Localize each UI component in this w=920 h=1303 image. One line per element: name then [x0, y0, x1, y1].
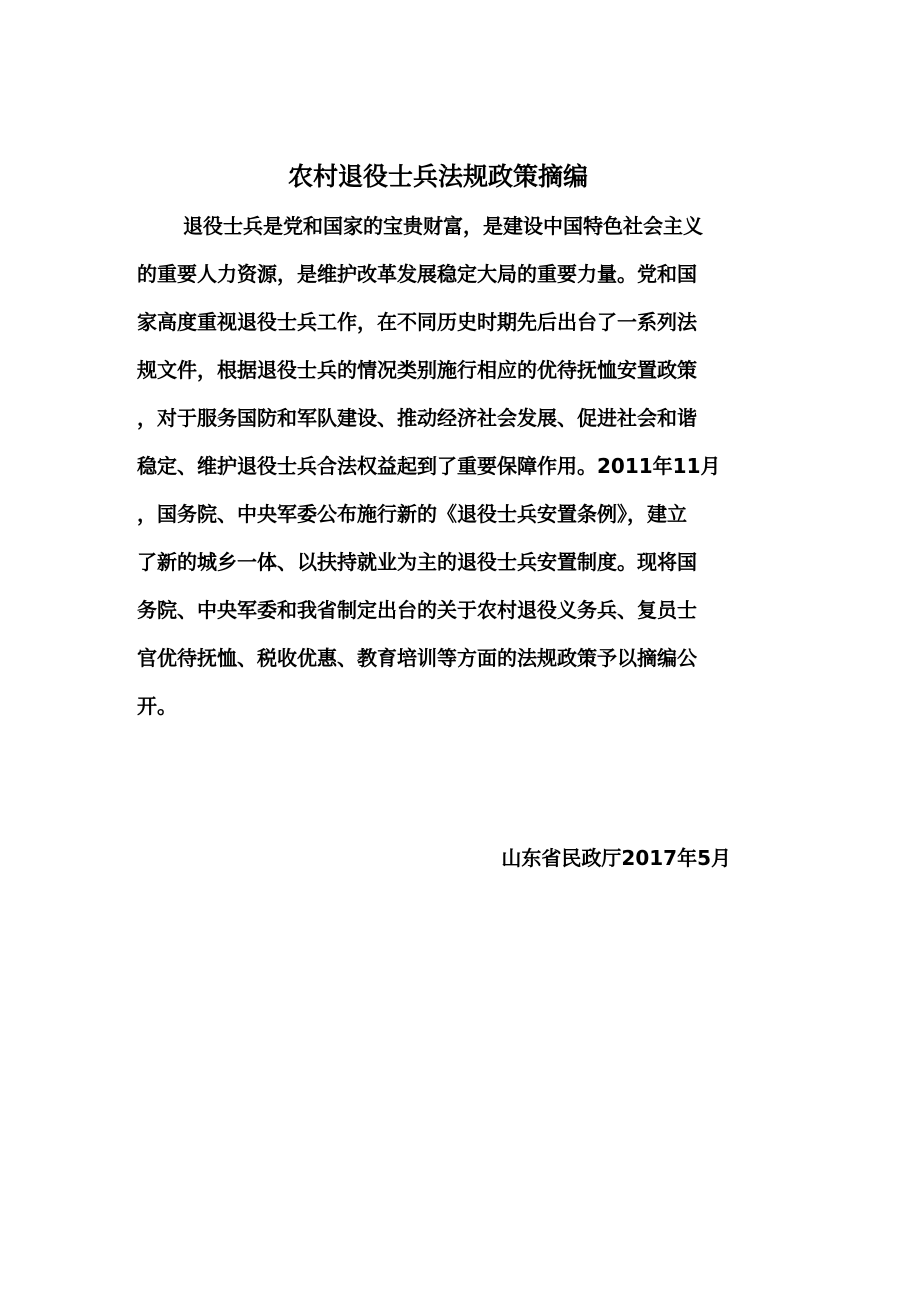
paragraph-line: 退役士兵是党和国家的宝贵财富，是建设中国特色社会主义 — [183, 214, 703, 238]
paragraph-line: 家高度重视退役士兵工作，在不同历史时期先后出台了一系列法 — [137, 310, 697, 334]
paragraph-line: 官优待抚恤、税收优惠、教育培训等方面的法规政策予以摘编公 — [137, 646, 697, 670]
paragraph-line: 稳定、维护退役士兵合法权益起到了重要保障作用。2011年11月 — [137, 454, 721, 478]
paragraph-line: 开。 — [137, 694, 177, 718]
document-title: 农村退役士兵法规政策摘编 — [287, 162, 588, 191]
paragraph-line: 的重要人力资源，是维护改革发展稳定大局的重要力量。党和国 — [137, 262, 697, 286]
paragraph-line: 了新的城乡一体、以扶持就业为主的退役士兵安置制度。现将国 — [137, 550, 697, 574]
paragraph-line: ，对于服务国防和军队建设、推动经济社会发展、促进社会和谐 — [137, 406, 697, 430]
paragraph-line: ，国务院、中央军委公布施行新的《退役士兵安置条例》，建立 — [137, 502, 687, 526]
paragraph-line: 规文件，根据退役士兵的情况类别施行相应的优待抚恤安置政策 — [137, 358, 697, 382]
signature-line: 山东省民政厅2017年5月 — [501, 846, 731, 870]
paragraph-line: 务院、中央军委和我省制定出台的关于农村退役义务兵、复员士 — [137, 598, 697, 622]
